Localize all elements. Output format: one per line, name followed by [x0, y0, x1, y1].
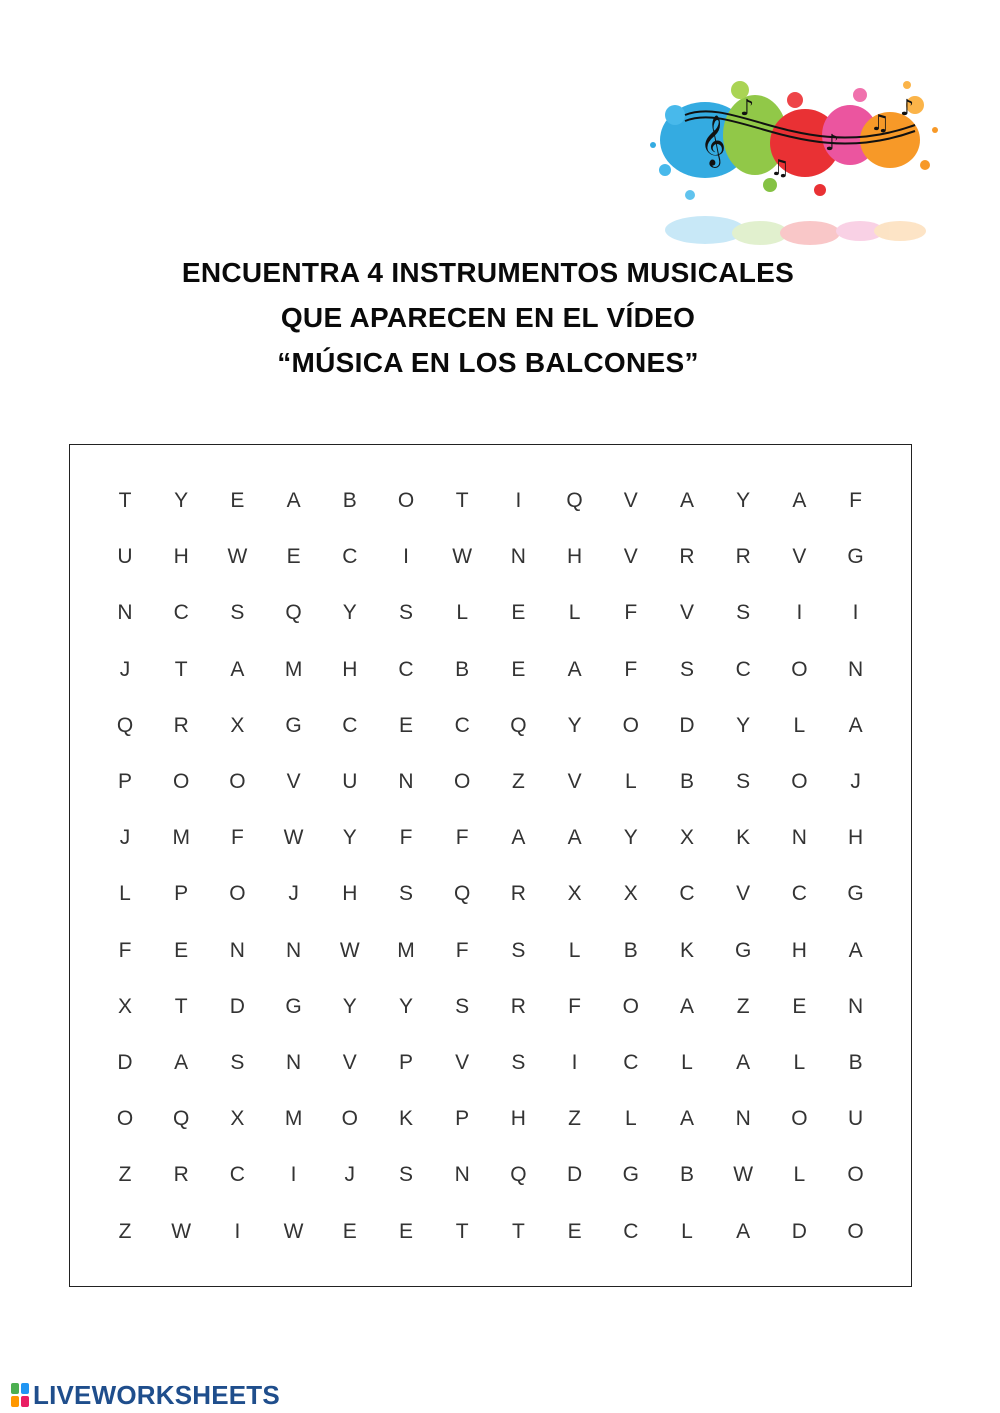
- word-search-letter[interactable]: A: [848, 713, 863, 737]
- word-search-letter[interactable]: N: [735, 1107, 751, 1131]
- word-search-row: [97, 923, 884, 979]
- word-search-letter[interactable]: N: [229, 938, 245, 962]
- word-search-letter[interactable]: L: [624, 1107, 637, 1131]
- word-search-letter[interactable]: H: [342, 657, 358, 681]
- word-search-letter[interactable]: O: [847, 1163, 864, 1187]
- word-search-letter[interactable]: H: [342, 882, 358, 906]
- word-search-letter[interactable]: N: [286, 1051, 302, 1074]
- word-search-letter[interactable]: O: [622, 713, 639, 737]
- word-search-letter[interactable]: F: [849, 489, 862, 512]
- word-search-row: [97, 754, 884, 810]
- word-search-letter[interactable]: L: [119, 882, 131, 906]
- word-search-letter[interactable]: L: [568, 601, 581, 625]
- word-search-letter[interactable]: Q: [566, 489, 583, 512]
- word-search-letter[interactable]: Y: [342, 826, 357, 850]
- svg-text:♫: ♫: [870, 111, 890, 136]
- word-search-letter[interactable]: X: [117, 994, 132, 1018]
- word-search-row: [97, 642, 884, 698]
- word-search-letter[interactable]: G: [622, 1163, 639, 1187]
- word-search-letter[interactable]: L: [793, 713, 806, 737]
- word-search-letter[interactable]: E: [342, 1219, 357, 1243]
- word-search-letter[interactable]: C: [735, 657, 751, 681]
- music-paint-splash-image: [645, 55, 940, 250]
- word-search-letter[interactable]: R: [510, 882, 526, 906]
- word-search-row: [97, 473, 884, 529]
- word-search-letter[interactable]: H: [567, 545, 583, 569]
- word-search-letter[interactable]: J: [344, 1163, 356, 1187]
- word-search-letter[interactable]: G: [735, 938, 752, 962]
- word-search-letter[interactable]: O: [173, 770, 190, 793]
- word-search-letter[interactable]: A: [286, 489, 301, 512]
- word-search-letter[interactable]: C: [791, 882, 807, 906]
- word-search-letter[interactable]: J: [850, 770, 861, 793]
- word-search-letter[interactable]: N: [286, 938, 302, 962]
- title-line-2: QUE APARECEN EN EL VÍDEO: [280, 302, 696, 333]
- word-search-letter[interactable]: G: [847, 882, 864, 906]
- word-search-letter[interactable]: L: [624, 770, 637, 793]
- word-search-letter[interactable]: A: [174, 1051, 189, 1074]
- word-search-letter[interactable]: W: [227, 545, 248, 569]
- word-search-letter[interactable]: V: [567, 770, 582, 793]
- title-line-3: “MÚSICA EN LOS BALCONES”: [277, 347, 699, 378]
- word-search-letter[interactable]: J: [288, 882, 299, 906]
- word-search-letter[interactable]: K: [398, 1107, 413, 1131]
- word-search-letter[interactable]: Q: [510, 1163, 527, 1187]
- word-search-letter[interactable]: K: [736, 826, 751, 850]
- word-search-letter[interactable]: C: [623, 1219, 639, 1243]
- word-search-letter[interactable]: X: [679, 826, 694, 850]
- word-search-letter[interactable]: A: [679, 994, 694, 1018]
- word-search-letter[interactable]: O: [229, 882, 246, 906]
- word-search-letter[interactable]: A: [230, 657, 245, 681]
- word-search-letter[interactable]: D: [117, 1051, 133, 1074]
- word-search-letter[interactable]: C: [398, 657, 414, 681]
- word-search-letter[interactable]: O: [791, 657, 808, 681]
- word-search-letter[interactable]: B: [623, 938, 638, 962]
- word-search-letter[interactable]: V: [792, 545, 807, 569]
- word-search-letter[interactable]: N: [848, 657, 864, 681]
- word-search-letter[interactable]: V: [342, 1051, 357, 1074]
- word-search-letter[interactable]: F: [230, 826, 244, 850]
- word-search-letter[interactable]: V: [286, 770, 301, 793]
- word-search-row: [97, 810, 884, 866]
- word-search-letter[interactable]: R: [679, 545, 695, 569]
- word-search-letter[interactable]: V: [736, 882, 751, 906]
- word-search-letter[interactable]: C: [173, 601, 189, 625]
- word-search-letter[interactable]: Z: [511, 770, 525, 793]
- word-search-letter[interactable]: P: [174, 882, 189, 906]
- word-search-letter[interactable]: F: [118, 938, 132, 962]
- word-search-letter[interactable]: R: [510, 994, 526, 1018]
- word-search-letter[interactable]: W: [283, 826, 304, 850]
- word-search-letter[interactable]: Z: [118, 1163, 132, 1187]
- word-search-letter[interactable]: V: [623, 545, 638, 569]
- word-search-letter[interactable]: X: [623, 882, 638, 906]
- word-search-letter[interactable]: O: [229, 770, 246, 793]
- word-search-letter[interactable]: J: [119, 826, 131, 850]
- word-search-letter[interactable]: O: [791, 770, 808, 793]
- word-search-letter[interactable]: C: [229, 1163, 245, 1187]
- word-search-letter[interactable]: E: [230, 489, 245, 512]
- word-search-letter[interactable]: S: [398, 1163, 413, 1187]
- word-search-letter[interactable]: F: [455, 938, 469, 962]
- word-search-letter[interactable]: T: [455, 1219, 469, 1243]
- word-search-letter[interactable]: X: [230, 1107, 245, 1131]
- word-search-letter[interactable]: J: [119, 657, 131, 681]
- word-search-letter[interactable]: L: [568, 938, 581, 962]
- word-search-letter[interactable]: G: [847, 545, 864, 569]
- svg-text:♪: ♪: [825, 131, 840, 156]
- word-search-letter[interactable]: Y: [174, 489, 189, 512]
- word-search-letter[interactable]: T: [174, 994, 188, 1018]
- word-search-letter[interactable]: E: [792, 994, 807, 1018]
- word-search-letter[interactable]: W: [171, 1219, 192, 1243]
- word-search-letter[interactable]: I: [234, 1219, 241, 1243]
- word-search-letter[interactable]: P: [117, 770, 132, 793]
- word-search-letter[interactable]: N: [398, 770, 414, 793]
- word-search-letter[interactable]: U: [117, 545, 133, 569]
- word-search-letter[interactable]: A: [567, 826, 582, 850]
- word-search-letter[interactable]: A: [736, 1219, 751, 1243]
- word-search-letter[interactable]: Y: [342, 601, 357, 625]
- word-search-letter[interactable]: A: [679, 489, 694, 512]
- word-search-letter[interactable]: O: [791, 1107, 808, 1131]
- word-search-letter[interactable]: R: [173, 713, 189, 737]
- word-search-letter[interactable]: D: [679, 713, 695, 737]
- word-search-letter[interactable]: X: [567, 882, 582, 906]
- word-search-letter[interactable]: K: [679, 938, 694, 962]
- word-search-row: [97, 529, 884, 585]
- word-search-letter[interactable]: A: [567, 657, 582, 681]
- word-search-letter[interactable]: F: [624, 657, 638, 681]
- word-search-row: [97, 866, 884, 922]
- word-search-letter[interactable]: B: [679, 1163, 694, 1187]
- word-search-letter[interactable]: A: [736, 1051, 751, 1074]
- word-search-letter[interactable]: B: [679, 770, 694, 793]
- word-search-letter[interactable]: T: [455, 489, 469, 512]
- word-search-row: [97, 1147, 884, 1203]
- word-search-letter[interactable]: S: [398, 882, 413, 906]
- word-search-letter[interactable]: Y: [342, 994, 357, 1018]
- word-search-letter[interactable]: A: [792, 489, 807, 512]
- word-search-letter[interactable]: S: [511, 1051, 526, 1074]
- word-search-letter[interactable]: C: [342, 713, 358, 737]
- word-search-row: [97, 979, 884, 1035]
- liveworksheets-logo-text: LIVEWORKSHEETS: [33, 1379, 280, 1410]
- word-search-letter[interactable]: V: [679, 601, 694, 625]
- word-search-letter[interactable]: Q: [285, 601, 302, 625]
- worksheet-title: [0, 250, 976, 385]
- word-search-letter[interactable]: Y: [623, 826, 638, 850]
- word-search-letter[interactable]: S: [511, 938, 526, 962]
- word-search-letter[interactable]: W: [339, 938, 360, 962]
- word-search-letter[interactable]: I: [290, 1163, 297, 1187]
- word-search-letter[interactable]: E: [286, 545, 301, 569]
- word-search-letter[interactable]: T: [511, 1219, 525, 1243]
- word-search-letter[interactable]: U: [848, 1107, 864, 1131]
- word-search-letter[interactable]: M: [284, 657, 303, 681]
- word-search-letter[interactable]: E: [511, 601, 526, 625]
- word-search-row: [97, 1035, 884, 1091]
- word-search-row: [97, 1091, 884, 1147]
- word-search-letter[interactable]: I: [796, 601, 803, 625]
- word-search-letter[interactable]: Y: [567, 713, 582, 737]
- word-search-letter[interactable]: D: [791, 1219, 807, 1243]
- word-search-letter[interactable]: L: [681, 1219, 693, 1243]
- word-search-letter[interactable]: E: [174, 938, 189, 962]
- word-search-letter[interactable]: E: [398, 713, 413, 737]
- word-search-letter[interactable]: O: [847, 1219, 864, 1243]
- word-search-letter[interactable]: F: [624, 601, 638, 625]
- word-search-letter[interactable]: N: [791, 826, 807, 850]
- word-search-letter[interactable]: O: [622, 994, 639, 1018]
- word-search-letter[interactable]: R: [735, 545, 751, 569]
- svg-text:♪: ♪: [740, 96, 755, 121]
- word-search-letter[interactable]: S: [736, 601, 751, 625]
- word-search-row: [97, 1204, 884, 1260]
- word-search-letter[interactable]: N: [117, 601, 133, 625]
- word-search-letter[interactable]: I: [403, 545, 409, 569]
- word-search-letter[interactable]: N: [510, 545, 526, 569]
- word-search-letter[interactable]: O: [397, 489, 415, 512]
- word-search-letter[interactable]: H: [510, 1107, 526, 1131]
- word-search-box: [69, 444, 912, 1287]
- word-search-letter[interactable]: S: [398, 601, 413, 625]
- word-search-letter[interactable]: W: [733, 1163, 754, 1187]
- word-search-letter[interactable]: G: [285, 713, 302, 737]
- word-search-letter[interactable]: C: [454, 713, 470, 737]
- word-search-letter[interactable]: S: [679, 657, 694, 681]
- word-search-letter[interactable]: R: [173, 1163, 189, 1187]
- word-search-letter[interactable]: B: [848, 1051, 863, 1074]
- word-search-letter[interactable]: Y: [736, 489, 751, 512]
- word-search-letter[interactable]: D: [567, 1163, 583, 1187]
- word-search-letter[interactable]: H: [848, 826, 864, 850]
- word-search-letter[interactable]: D: [229, 994, 245, 1018]
- word-search-letter[interactable]: A: [679, 1107, 694, 1131]
- word-search-letter[interactable]: O: [454, 770, 471, 793]
- word-search-letter[interactable]: O: [341, 1107, 358, 1131]
- word-search-letter[interactable]: E: [511, 657, 526, 681]
- word-search-letter[interactable]: M: [397, 938, 415, 962]
- word-search-letter[interactable]: I: [852, 601, 859, 625]
- word-search-letter[interactable]: H: [791, 938, 807, 962]
- word-search-letter[interactable]: I: [515, 489, 522, 512]
- word-search-letter[interactable]: V: [455, 1051, 470, 1074]
- word-search-letter[interactable]: L: [456, 601, 469, 625]
- word-search-letter[interactable]: P: [455, 1107, 470, 1131]
- word-search-letter[interactable]: F: [568, 994, 581, 1018]
- word-search-letter[interactable]: O: [116, 1107, 134, 1131]
- word-search-letter[interactable]: N: [454, 1163, 470, 1187]
- word-search-letter[interactable]: I: [571, 1051, 578, 1074]
- word-search-letter[interactable]: S: [736, 770, 751, 793]
- word-search-letter[interactable]: W: [283, 1219, 304, 1243]
- word-search-letter[interactable]: Q: [510, 713, 527, 737]
- word-search-letter[interactable]: C: [342, 545, 358, 569]
- word-search-letter[interactable]: M: [284, 1107, 303, 1131]
- word-search-letter[interactable]: Z: [118, 1219, 132, 1243]
- word-search-letter[interactable]: E: [398, 1219, 413, 1243]
- word-search-letter[interactable]: Q: [454, 882, 471, 906]
- word-search-letter[interactable]: B: [342, 489, 357, 512]
- word-search-letter[interactable]: A: [848, 938, 863, 962]
- word-search-letter[interactable]: L: [681, 1051, 693, 1074]
- word-search-letter[interactable]: E: [567, 1219, 582, 1243]
- word-search-letter[interactable]: A: [511, 826, 526, 850]
- svg-text:♪: ♪: [900, 96, 915, 121]
- svg-text:♫: ♫: [770, 156, 790, 181]
- word-search-letter[interactable]: C: [679, 882, 695, 906]
- word-search-letter[interactable]: Q: [173, 1107, 190, 1131]
- word-search-letter[interactable]: M: [172, 826, 190, 850]
- word-search-letter[interactable]: Q: [116, 713, 134, 737]
- word-search-letter[interactable]: Z: [736, 994, 750, 1018]
- word-search-letter[interactable]: T: [118, 489, 132, 512]
- word-search-letter[interactable]: N: [848, 994, 864, 1018]
- word-search-letter[interactable]: X: [230, 713, 245, 737]
- word-search-letter[interactable]: P: [398, 1051, 413, 1074]
- word-search-letter[interactable]: L: [793, 1051, 806, 1074]
- word-search-letter[interactable]: S: [230, 1051, 245, 1074]
- word-search-letter[interactable]: V: [623, 489, 638, 512]
- word-search-letter[interactable]: L: [793, 1163, 806, 1187]
- word-search-letter[interactable]: H: [173, 545, 189, 569]
- word-search-row: [97, 698, 884, 754]
- word-search-letter[interactable]: S: [230, 601, 245, 625]
- liveworksheets-logo-icon: [10, 1382, 30, 1408]
- word-search-letter[interactable]: U: [342, 770, 358, 793]
- word-search-letter[interactable]: F: [399, 826, 413, 850]
- word-search-grid[interactable]: [97, 473, 884, 1258]
- word-search-letter[interactable]: W: [452, 545, 473, 569]
- title-line-1: ENCUENTRA 4 INSTRUMENTOS MUSICALES: [181, 257, 795, 288]
- liveworksheets-footer: [10, 1378, 280, 1412]
- word-search-letter[interactable]: C: [623, 1051, 639, 1074]
- word-search-letter[interactable]: Y: [736, 713, 751, 737]
- word-search-letter[interactable]: S: [455, 994, 470, 1018]
- word-search-row: [97, 585, 884, 641]
- word-search-letter[interactable]: Z: [568, 1107, 581, 1131]
- svg-text:𝄞: 𝄞: [700, 115, 727, 166]
- word-search-letter[interactable]: Y: [398, 994, 413, 1018]
- word-search-letter[interactable]: B: [455, 657, 470, 681]
- word-search-letter[interactable]: T: [174, 657, 188, 681]
- word-search-letter[interactable]: F: [455, 826, 469, 850]
- word-search-letter[interactable]: G: [285, 994, 302, 1018]
